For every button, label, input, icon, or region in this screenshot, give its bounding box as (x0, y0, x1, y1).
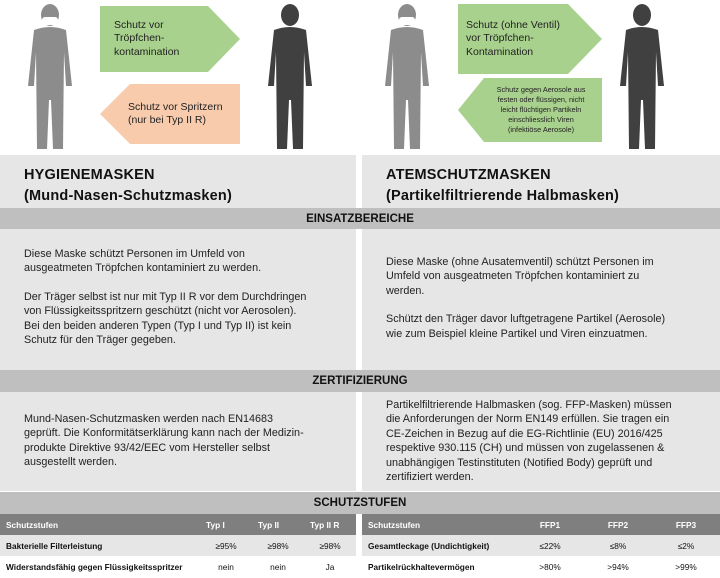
table-cell: Ja (304, 556, 356, 577)
arrow-text-line: vor Tröpfchen- (466, 32, 534, 45)
paragraph (24, 290, 344, 348)
table-cell: ≥98% (252, 535, 304, 556)
table-row-label: Gesamtleckage (Undichtigkeit) (362, 535, 516, 556)
text-line: Diese Maske (ohne Ausatemventil) schützt Personen im (386, 256, 654, 268)
text-line: Umfeld von ausgeatmeten Tröpfchen kontaminiert zu (386, 270, 640, 283)
text-line: wie zum Beispiel kleine Partikel und Viren einzuatmen. (386, 327, 648, 340)
arrow-text-line: einschliesslich Viren (508, 114, 574, 124)
paragraph (24, 412, 344, 470)
hygiene-mask-title (0, 155, 356, 208)
text-line: unabhängigen Testinstituten (Notified Body) geprüft und (386, 456, 653, 469)
splash-protection-arrow (100, 84, 240, 144)
table-cell: nein (200, 556, 252, 577)
table-cell: >80% (516, 556, 584, 577)
table-row-label: Widerstandsfähig gegen Flüssigkeitsspritzer (0, 556, 200, 577)
arrow-text-line: Schutz gegen Aerosole aus (496, 85, 586, 95)
arrow-text-line: Schutz vor Spritzern (128, 100, 223, 113)
paragraph (386, 312, 708, 341)
table-cell: ≤8% (584, 535, 652, 556)
masked-person-icon (20, 2, 80, 152)
table-cell: >94% (584, 556, 652, 577)
arrow-text-line: (nur bei Typ II R) (128, 114, 207, 126)
text-line: CE-Zeichen in Bezug auf die EG-Richtlinie (EU) 2016/425 (386, 427, 663, 440)
table-cell: ≤2% (652, 535, 720, 556)
text-line: geprüft. Die Konformitätserklärung kann nach der Medizin- (24, 427, 304, 440)
hygiene-einsatz-panel (0, 229, 356, 370)
text-line: Schutz für den Träger gegeben. (24, 334, 176, 347)
respirator-schutzstufen-table (362, 514, 720, 577)
person-icon (612, 2, 672, 152)
table-header-cell: Typ II (252, 514, 304, 535)
hygiene-zert-panel (0, 392, 356, 491)
table-header-cell: FFP2 (584, 514, 652, 535)
text-line: ausgestellt werden. (24, 456, 118, 469)
arrow-text-line: Tröpfchen- (114, 32, 165, 45)
table-header-cell: FFP1 (516, 514, 584, 535)
arrow-text-line: (infektiöse Aerosole) (507, 124, 575, 134)
table-cell: >99% (652, 556, 720, 577)
table-row (0, 556, 356, 577)
table-header-cell: Schutzstufen (0, 514, 200, 535)
text-line: von Flüssigkeitsspritzern geschützt (nicht vor Aerosolen). (24, 305, 297, 318)
table-row (362, 535, 720, 556)
table-header-cell: Typ II R (304, 514, 356, 535)
text-line: Der Träger selbst ist nur mit Typ II R vor dem Durchdringen (24, 290, 307, 303)
table-header-row (362, 514, 720, 535)
table-cell: nein (252, 556, 304, 577)
person-icon (260, 2, 320, 152)
arrow-text-line: Schutz (ohne Ventil) (466, 18, 560, 31)
text-line: Partikelfiltrierende Halbmasken (sog. FFP-Masken) müssen (386, 399, 672, 411)
title-subtitle: (Partikelfiltrierende Halbmasken) (386, 188, 620, 204)
table-row-label: Bakterielle Filterleistung (0, 535, 200, 556)
arrow-text-line: leicht flüchtigen Partikeln (500, 105, 582, 115)
table-row (0, 535, 356, 556)
respirator-einsatz-panel (362, 229, 720, 370)
table-header-cell: FFP3 (652, 514, 720, 535)
paragraph (24, 247, 344, 276)
illustration-left (0, 0, 358, 155)
arrow-text-line: Kontamination (466, 45, 534, 58)
title-line: ATEMSCHUTZMASKEN (386, 167, 551, 183)
paragraph (386, 398, 708, 484)
table-header-row (0, 514, 356, 535)
text-line: werden. (386, 284, 425, 297)
text-line: zertifiziert werden. (386, 471, 474, 484)
section-header-schutzstufen: SCHUTZSTUFEN (0, 492, 720, 514)
section-header-zertifizierung: ZERTIFIZIERUNG (0, 370, 720, 392)
text-line: Schützt den Träger davor luftgetragene Partikel (Aerosole) (386, 313, 666, 326)
droplet-protection-arrow (100, 6, 240, 72)
hygiene-schutzstufen-table (0, 514, 356, 577)
paragraph (386, 255, 708, 298)
text-line: Mund-Nasen-Schutzmasken werden nach EN14683 (24, 413, 274, 425)
droplet-protection-arrow (458, 4, 602, 74)
text-line: respektive 930.115 (CH) und müssen von zugelassenen & (386, 442, 665, 455)
title-subtitle: (Mund-Nasen-Schutzmasken) (24, 188, 233, 204)
arrow-text-line: Schutz vor (114, 18, 164, 31)
title-line: HYGIENEMASKEN (24, 167, 155, 183)
respirator-zert-panel (362, 392, 720, 491)
illustration-right (362, 0, 720, 155)
aerosol-protection-arrow (458, 78, 602, 142)
text-line: Diese Maske schützt Personen im Umfeld von (24, 248, 245, 260)
arrow-text-line: kontamination (114, 45, 180, 58)
table-row (362, 556, 720, 577)
respirator-mask-title (362, 155, 720, 208)
text-line: die Anforderungen der Norm EN149 erfüllen. Sie tragen ein (386, 413, 670, 426)
table-cell: ≥95% (200, 535, 252, 556)
section-header-einsatzbereiche: EINSATZBEREICHE (0, 208, 720, 229)
text-line: ausgeatmeten Tröpfchen kontaminiert zu werden. (24, 262, 262, 275)
table-header-cell: Typ I (200, 514, 252, 535)
masked-person-icon (377, 2, 437, 152)
text-line: Bei den beiden anderen Typen (Typ I und Typ II) ist kein (24, 319, 292, 332)
table-header-cell: Schutzstufen (362, 514, 516, 535)
table-cell: ≤22% (516, 535, 584, 556)
table-cell: ≥98% (304, 535, 356, 556)
arrow-text-line: festen oder flüssigen, nicht (497, 95, 585, 105)
text-line: produkte Direktive 93/42/EEC vom Hersteller selbst (24, 441, 271, 454)
table-row-label: Partikelrückhaltevermögen (362, 556, 516, 577)
